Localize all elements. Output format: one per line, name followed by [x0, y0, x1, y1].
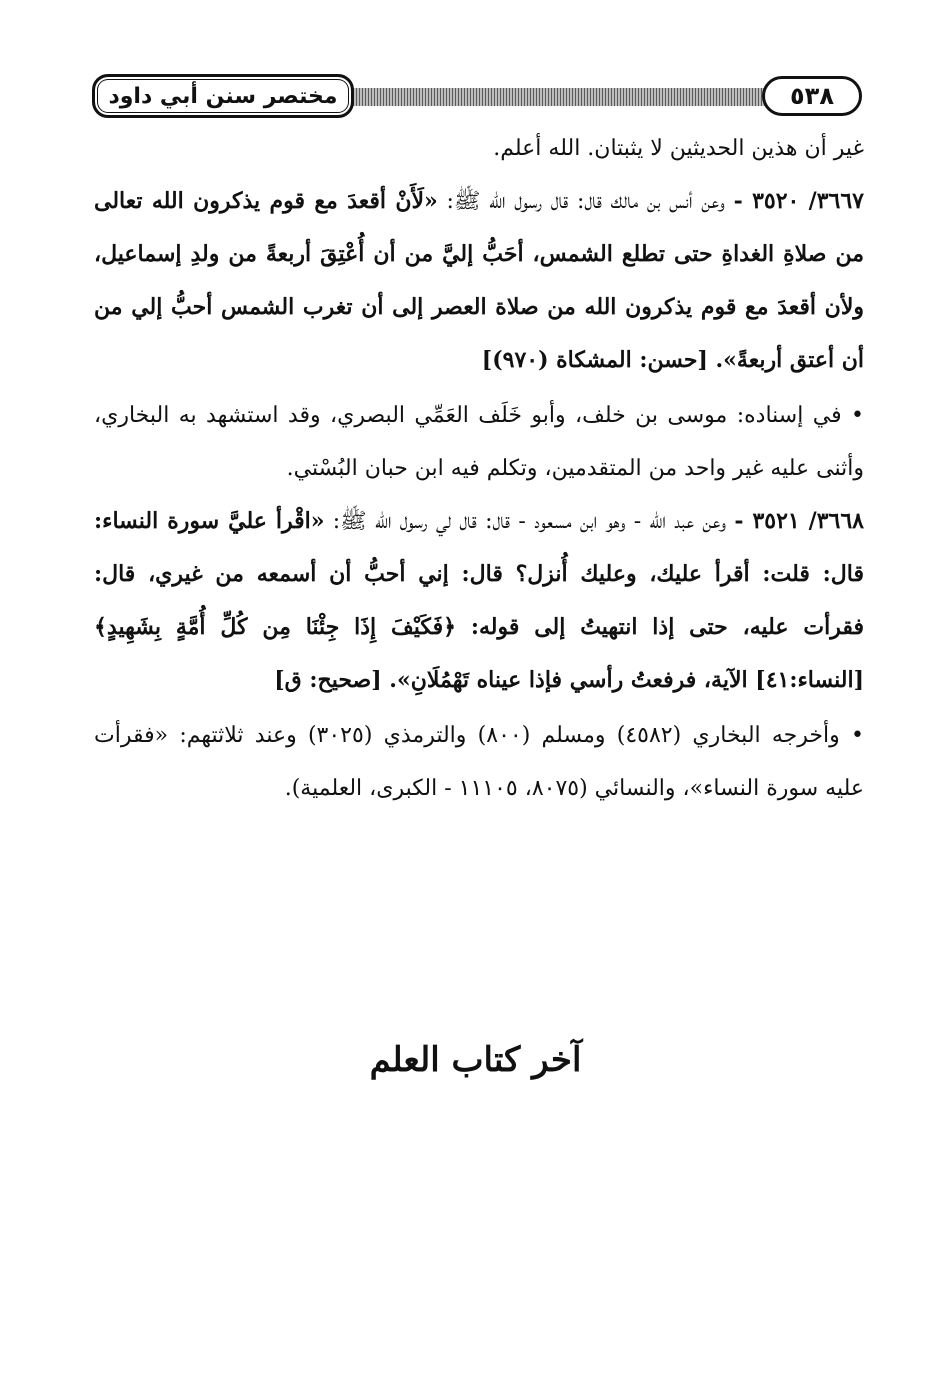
paragraph-closing-remark: غير أن هذين الحديثين لا يثبتان. الله أعلم. — [493, 136, 864, 161]
hadith-isnad: وعن عبد الله - وهو ابن مسعود - قال: قال لي رسول الله ﷺ: — [324, 509, 735, 534]
hadith-isnad: وعن أنس بن مالك قال: قال رسول الله ﷺ: — [437, 189, 734, 214]
hadith-3667 — [94, 175, 864, 387]
page-number-frame — [762, 76, 862, 116]
book-title: مختصر سنن أبي داود — [108, 83, 338, 109]
hadith-matn: «لَأَنْ أقعدَ مع قوم يذكرون الله تعالى من صلاةِ الغداةِ حتى تطلع الشمس، أحَبُّ إليَّ من أن أُعْتِقَ أربعةً من ولدِ إسماعيل، ولأن أقعدَ مع قوم يذكرون الله من صلاة العصر إلى أن تغرب الشمس أحبُّ إلي من أن أعتق أربعةً». [حسن: المشكاة (٩٧٠)] — [94, 188, 864, 373]
hadith-note: • وأخرجه البخاري (٤٥٨٢) ومسلم (٨٠٠) والترمذي (٣٠٢٥) وعند ثلاثتهم: «فقرأت عليه سورة النساء»، والنسائي (٨٠٧٥، ١١١٠٥ - الكبرى، العلمية). — [94, 723, 864, 801]
page-number: ٥٣٨ — [790, 82, 834, 110]
book-title-frame — [92, 74, 354, 118]
page-header — [92, 74, 862, 120]
page-content — [94, 122, 864, 815]
hadith-matn: «اقْرأ عليَّ سورة النساء: قال: قلت: أقرأ عليك، وعليك أُنزل؟ قال: إني أحبُّ أن أسمعه من غيري، قال: فقرأت عليه، حتى إذا انتهيتُ إلى قوله: ﴿فَكَيْفَ إِذَا جِئْنَا مِن كُلِّ أُمَّةٍ بِشَهِيدٍ﴾[النساء:٤١] الآية، فرفعتُ رأسي فإذا عيناه تَهْمُلَانِ». [صحيح: ق] — [94, 508, 864, 693]
hadith-note: • في إسناده: موسى بن خلف، وأبو خَلَف العَمِّي البصري، وقد استشهد به البخاري، وأثنى عليه غير واحد من المتقدمين، وتكلم فيه ابن حبان البُسْتي. — [94, 403, 864, 481]
hadith-number: ٣٦٦٨/ ٣٥٢١ - — [734, 508, 864, 534]
header-decorative-bar — [347, 88, 822, 106]
hadith-number: ٣٦٦٧/ ٣٥٢٠ - — [733, 188, 864, 214]
chapter-end-title: آخر كتاب العلم — [369, 1040, 582, 1080]
hadith-3668 — [94, 495, 864, 707]
